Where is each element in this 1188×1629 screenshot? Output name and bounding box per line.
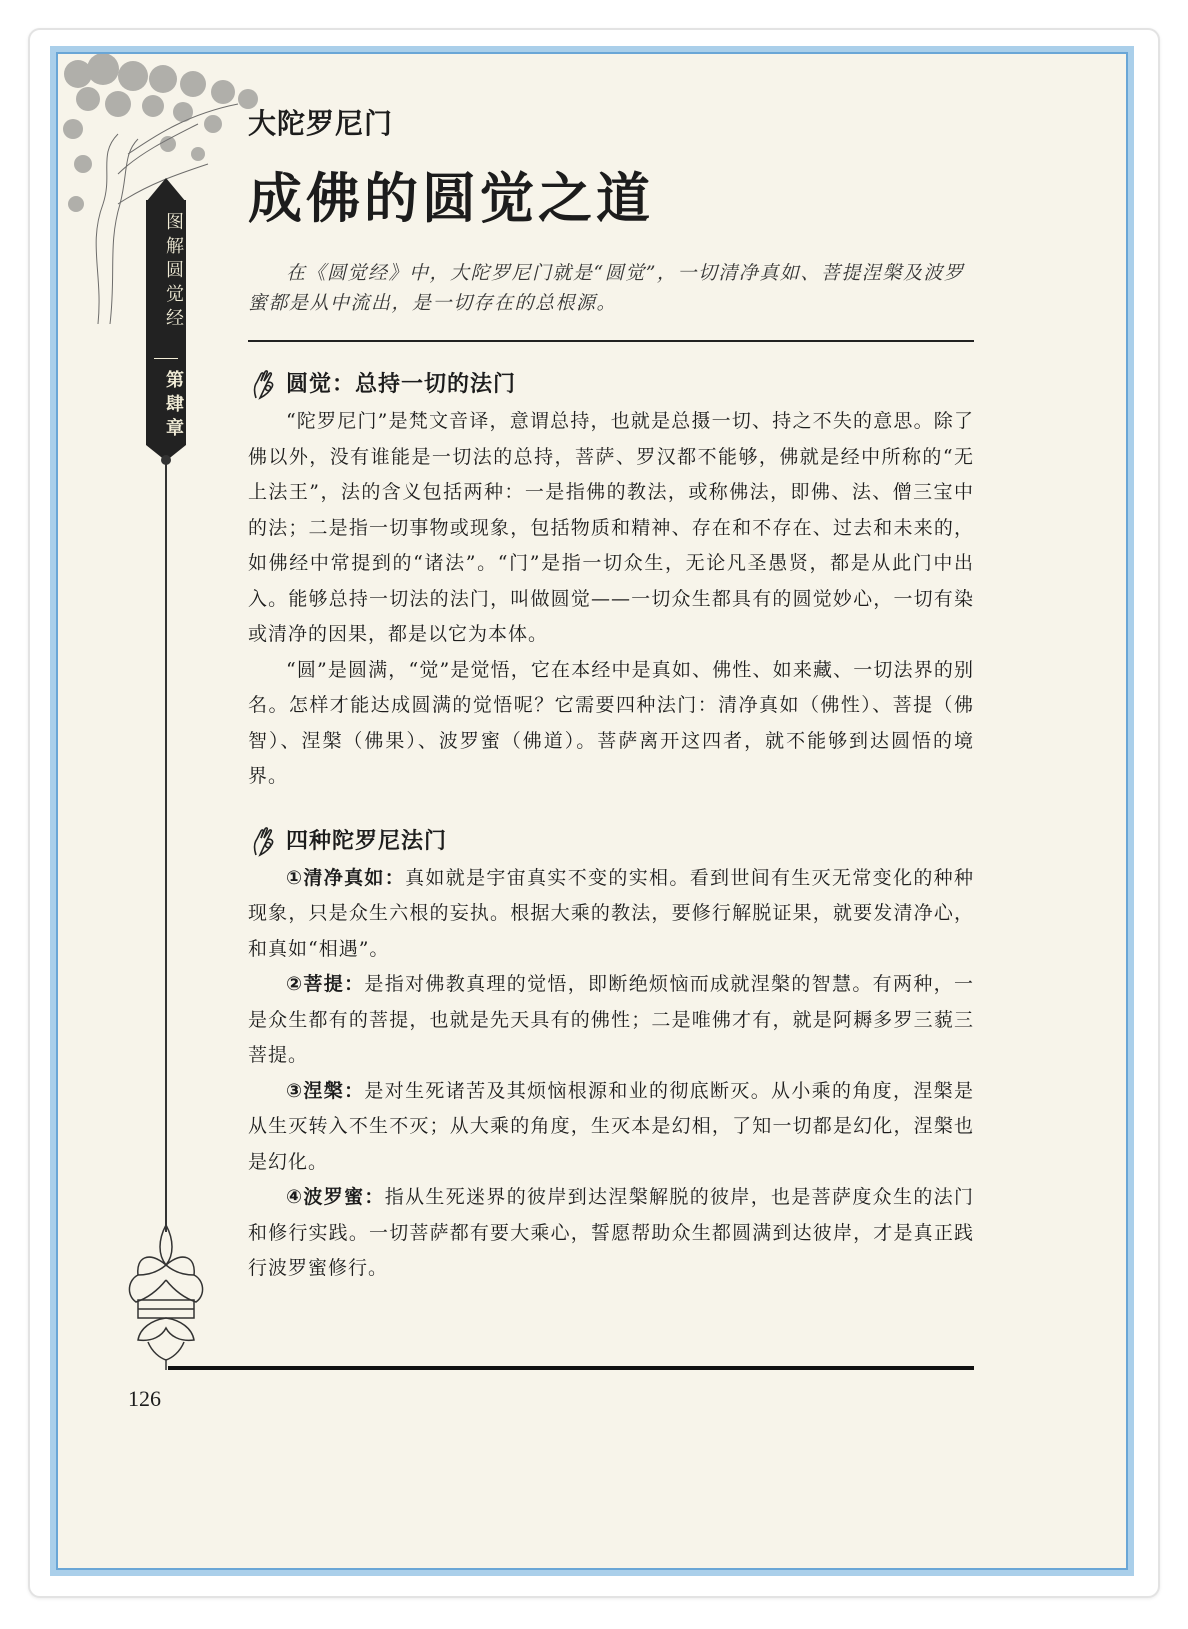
section-gap xyxy=(248,795,974,823)
tab-divider xyxy=(154,358,178,359)
footer-divider xyxy=(168,1366,974,1370)
header-divider xyxy=(248,340,974,342)
term-label: ③涅槃： xyxy=(286,1079,365,1102)
list-item xyxy=(248,1074,974,1181)
term-label: ②菩提： xyxy=(286,973,365,995)
hand-mudra-icon xyxy=(248,825,280,859)
section-heading xyxy=(248,366,974,404)
section-heading-text: 圆觉：总持一切的法门 xyxy=(286,372,517,398)
lotus-ornament-icon xyxy=(118,1220,214,1370)
page-number: 126 xyxy=(128,1386,161,1411)
paragraph: “陀罗尼门”是梵文音译，意谓总持，也就是总摄一切、持之不失的意思。除了佛以外，没有谁能是一切法的总持，菩萨、罗汉都不能够，佛就是经中所称的“无上法王”，法的含义包括两种：一是指佛的教法，或称佛法，即佛、法、僧三宝中的法；二是指一切事物或现象，包括物质和精神、存在和不存在、过去和未来的，如佛经中常提到的“诸法”。“门”是指一切众生，无论凡圣愚贤，都是从此门中出入。能够总持一切法的法门，叫做圆觉——一切众生都具有的圆觉妙心，一切有染或清净的因果，都是以它为本体。 xyxy=(248,410,974,645)
term-text: 是对生死诸苦及其烦恼根源和业的彻底断灭。从小乘的角度，涅槃是从生灭转入不生不灭；从大乘的角度，生灭本是幻相，了知一切都是幻化，涅槃也是幻化。 xyxy=(248,1079,974,1173)
list-item xyxy=(248,861,974,968)
chapter-side-tab xyxy=(146,200,186,445)
list-item xyxy=(248,967,974,1074)
section-subtitle: 大陀罗尼门 xyxy=(248,107,394,140)
intro-text: 在《圆觉经》中，大陀罗尼门就是“圆觉”，一切清净真如、菩提涅槃及波罗蜜都是从中流出，是一切存在的总根源。 xyxy=(248,262,965,314)
paragraph: “圆”是圆满，“觉”是觉悟，它在本经中是真如、佛性、如来藏、一切法界的别名。怎样才能达成圆满的觉悟呢？它需要四种法门：清净真如（佛性）、菩提（佛智）、涅槃（佛果）、波罗蜜（佛道）。菩萨离开这四者，就不能够到达圆悟的境界。 xyxy=(248,658,974,787)
chapter-label: 第肆章 xyxy=(163,370,184,442)
term-label: ①清净真如： xyxy=(286,866,406,889)
side-line xyxy=(165,462,167,1232)
term-text: 真如就是宇宙真实不变的实相。看到世间有生灭无常变化的种种现象，只是众生六根的妄执。根据大乘的教法，要修行解脱证果，就要发清净心，和真如“相遇”。 xyxy=(248,866,974,960)
term-label: ④波罗蜜： xyxy=(286,1186,385,1208)
hand-mudra-icon xyxy=(248,368,280,402)
side-tab-cap xyxy=(146,178,186,202)
list-item xyxy=(248,1180,974,1287)
term-text: 指从生死迷界的彼岸到达涅槃解脱的彼岸，也是菩萨度众生的法门和修行实践。一切菩萨都有要大乘心，誓愿帮助众生都圆满到达彼岸，才是真正践行波罗蜜修行。 xyxy=(248,1186,974,1279)
term-text: 是指对佛教真理的觉悟，即断绝烦恼而成就涅槃的智慧。有两种，一是众生都有的菩提，也就是先天具有的佛性；二是唯佛才有，就是阿耨多罗三藐三菩提。 xyxy=(248,973,974,1066)
intro-paragraph xyxy=(248,258,974,318)
article-body xyxy=(248,366,974,1287)
page-title: 成佛的圆觉之道 xyxy=(248,166,654,230)
section-heading-text: 四种陀罗尼法门 xyxy=(286,828,448,854)
section-heading xyxy=(248,823,974,861)
book-title-vertical: 图解圆觉经 xyxy=(163,212,184,332)
